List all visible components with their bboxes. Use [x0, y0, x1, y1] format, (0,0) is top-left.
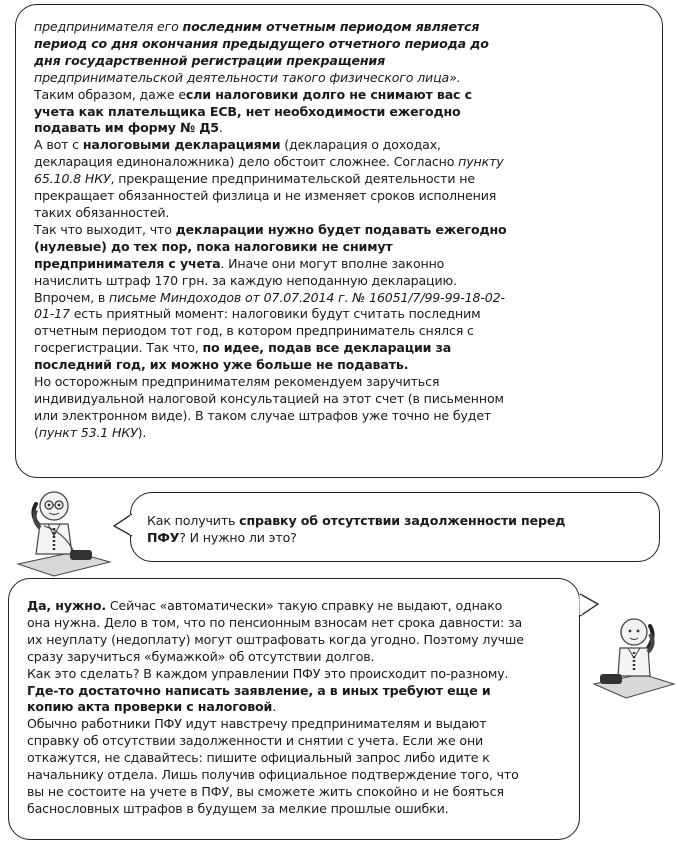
text-segment: Как это сделать? В каждом управлении ПФУ это происходит по-разному.	[27, 665, 509, 681]
paragraph-declarations	[34, 137, 514, 222]
text-segment: декларации нужно будет подавать ежегодно (нулевые) до тех пор, пока налоговики не снимут предпринимателя с учета	[34, 221, 507, 271]
text-segment: предпринимателя его	[34, 19, 183, 34]
paragraph-how	[27, 666, 527, 683]
text-segment: Обычно работники ПФУ идут навстречу предпринимателям и выдают справку об отсутствии задолженности и снятии с учета. Если же они откажутся, не сдавайтесь: пишите официальный запрос либо идите к начальнику отдела. Лишь получив официальное подтверждение того, что вы не состоите на учете в ПФУ, вы сможете жить спокойно и не бояться баснословных штрафов в будущем за мелкие прошлые ошибки.	[27, 716, 519, 816]
text-segment: Но осторожным предпринимателям рекомендуем заручиться индивидуальной налоговой консультацией на этот счет (в письменном или электронном виде). В таком случае штрафов уже точно не будет (	[34, 374, 504, 440]
text-segment: . Иначе они могут вполне законно начислить штраф 170 грн. за каждую неподанную декларацию.	[34, 255, 457, 288]
person-on-phone-icon	[590, 612, 676, 704]
paragraph-esv	[34, 87, 514, 138]
text-segment: Как получить	[147, 513, 240, 528]
person-on-phone-icon	[14, 484, 114, 578]
text-segment: ).	[137, 424, 147, 440]
text-segment: сли налоговики долго не снимают вас с учета как плательщика ЕСВ, нет необходимости ежегодно подавать им форму № Д5	[34, 86, 472, 136]
text-segment: Где-то достаточно написать заявление, а в иных требуют еще и копию акта проверки с налоговой	[27, 682, 491, 715]
text-segment: (декларация о доходах, декларация единоналожника) дело обстоит сложнее. Согласно	[34, 137, 459, 170]
text-segment: налоговыми декларациями	[82, 137, 281, 153]
text-segment: .	[272, 699, 277, 715]
text-segment: пункту 65.10.8 НКУ	[34, 154, 504, 187]
question-bubble	[130, 492, 660, 562]
text-segment: справку об отсутствии задолженности перед ПФУ	[147, 513, 566, 545]
text-segment: А вот с	[34, 137, 83, 153]
answer-text-top	[34, 19, 514, 442]
text-segment: предпринимательской деятельности такого физического лица».	[34, 69, 461, 85]
paragraph-yes	[27, 598, 527, 666]
text-segment: письме Миндоходов от 07.07.2014 г. № 16051/7/99-99-18-02-01-17	[34, 289, 505, 322]
paragraph-where	[27, 683, 527, 717]
text-segment: пункт 53.1 НКУ	[38, 424, 138, 440]
quote-paragraph	[34, 19, 514, 87]
text-segment: есть приятный момент: налоговики будут считать последним отчетным периодом тот год, в котором предприниматель снялся с госрегистрации. Так что,	[34, 306, 481, 356]
text-segment: ? И нужно ли это?	[179, 529, 297, 545]
text-segment: Впрочем, в	[34, 289, 110, 305]
text-segment: Таким образом, даже е	[34, 86, 186, 102]
text-segment: последним отчетным периодом является период со дня окончания предыдущего отчетного периода до дня государственной регистрации прекращения	[34, 19, 489, 68]
text-segment: по идее, подав все декларации за последний год, их можно уже больше не подавать.	[34, 340, 452, 373]
question-text	[147, 513, 607, 547]
paragraph-yearly	[34, 222, 514, 290]
text-segment: Так что выходит, что	[34, 221, 176, 237]
paragraph-letter	[34, 290, 514, 375]
text-segment: Сейчас «автоматически» такую справку не выдают, однако она нужна. Дело в том, что по пенсионным взносам нет срока давности: за их неуплату (недоплату) могут оштрафовать когда угодно. Поэтому лучше сразу заручиться «бумажкой» об отсутствии долгов.	[27, 598, 524, 664]
text-segment: , прекращение предпринимательской деятельности не прекращает обязанностей физлица и не изменяет сроков исполнения таких обязанностей.	[34, 171, 497, 220]
answer-bubble-top	[15, 4, 663, 478]
question-bubble-tail	[112, 512, 134, 538]
text-segment: Да, нужно.	[27, 598, 106, 613]
answer-text-bottom	[27, 598, 527, 818]
text-segment: .	[218, 120, 223, 136]
answer-bubble-bottom	[8, 578, 580, 840]
paragraph-consultation	[34, 374, 514, 442]
paragraph-usually	[27, 716, 527, 817]
